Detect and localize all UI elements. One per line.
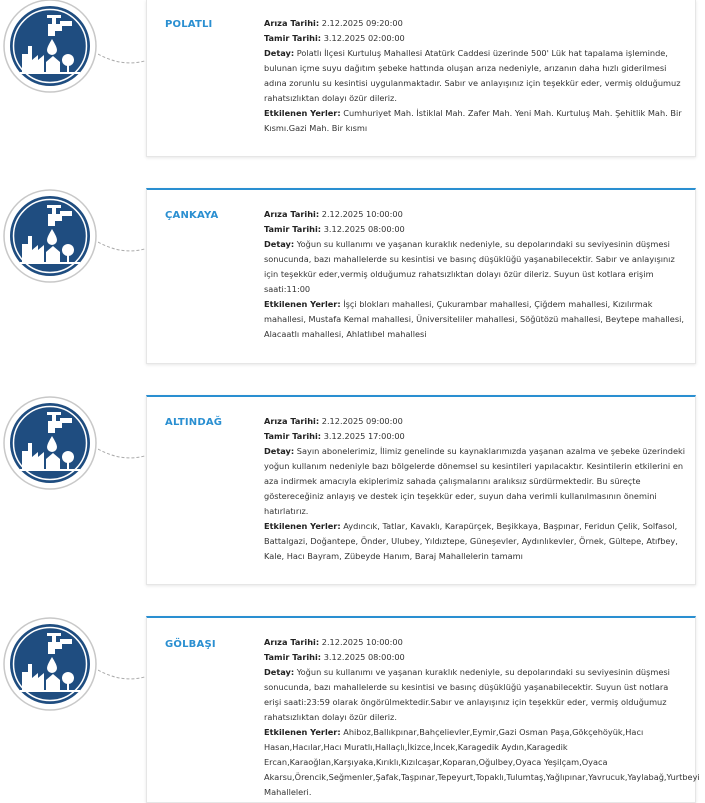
fault-date: 2.12.2025 09:00:00 xyxy=(321,416,403,426)
water-outage-icon xyxy=(2,616,98,712)
repair-date: 3.12.2025 08:00:00 xyxy=(323,224,405,234)
repair-date: 3.12.2025 17:00:00 xyxy=(323,431,405,441)
outage-card xyxy=(146,188,696,364)
outage-detail-text: Sayın abonelerimiz, İlimiz genelinde su kaynaklarımızda yaşanan azalma ve şebeke üzerindeki yoğun kullanım nedeniyle bazı bölgelerde dönemsel su kesintileri yapılacaktır. Kesintilerin etkilerini en aza indirmek amacıyla ekiplerimiz sahada çalışmalarını aralıksız sürdürmektedir. Bu süreçte göstereceğiniz anlayış ve destek için teşekkür eder, suyun daha verimli kullanılmasının önemini hatırlatırız. xyxy=(264,446,686,516)
outage-details: Arıza Tarihi: 2.12.2025 10:00:00 Tamir Tarihi: 3.12.2025 08:00:00 Detay: Yoğun su kullanımı ve yaşanan kuraklık nedeniyle, su depolarındaki su seviyesinin düşmesi sonucunda, bazı mahallelerde su kesintisi ve basınç düşüklüğü yaşanabilecektir. Sabır ve anlayışınız için teşekkür eder,vermiş olduğumuz rahatsızlıktan dolayı özür dileriz. Suyun üst kotlara erişim saati:11:00 Etkilenen Yerler: İşçi blokları mahallesi, Çukurambar mahallesi, Çiğdem mahallesi, Kızılırmak mahallesi, Mustafa Kemal mahallesi, Üniversiteliler mahallesi, Söğütözü mahallesi, Beytepe mahallesi, Alacaatlı mahallesi, Ahlatlıbel mahallesi xyxy=(264,209,684,339)
water-outage-icon xyxy=(2,395,98,491)
outage-details: Arıza Tarihi: 2.12.2025 10:00:00 Tamir Tarihi: 3.12.2025 08:00:00 Detay: Yoğun su kullanımı ve yaşanan kuraklık nedeniyle, su depolarındaki su seviyesinin düşmesi sonucunda, bazı mahallelerde su kesintisi ve basınç düşüklüğü yaşanabilecektir. Suyun üst notlara erişi saati:23:59 olarak öngörülmektedir.Sabır ve anlayışınız için teşekkür eder, vermiş olduğumuz rahatsızlıktan dolayı özür dileriz. Etkilenen Yerler: Ahiboz,Ballıkpınar,Bahçelievler,Eymir,Gazi Osman Paşa,Gökçehöyük,Hacı Hasan,Hacılar,Hacı Muratlı,Hallaçlı,İkizce,İncek,Karagedik Aydın,Karagedik Ercan,Karaoğlan,Karşıyaka,Kırıklı,Kızılcaşar,Koparan,Oğulbey,Oyaca Yeşilçam,Oyaca Akarsu,Örencik,Seğmenler,Şafak,Taşpınar,Tepeyurt,Topaklı,Tulumtaş,Yağlıpınar,Yavrucuk,Yaylabağ,Yurtbeyi Mahalleleri. xyxy=(264,637,700,797)
district-name: GÖLBAŞI xyxy=(165,639,216,650)
affected-areas: Cumhuriyet Mah. İstiklal Mah. Zafer Mah. Yeni Mah. Kurtuluş Mah. Şehitlik Mah. Bir Kısmı.Gazi Mah. Bir kısmı xyxy=(264,108,682,133)
outage-details: Arıza Tarihi: 2.12.2025 09:20:00 Tamir Tarihi: 3.12.2025 02:00:00 Detay: Polatlı İlçesi Kurtuluş Mahallesi Atatürk Caddesi üzerinde 500' Lük hat tapalama işleminde, bulunan içme suyu dağıtım şebeke hattında oluşan arıza nedeniyle, arızanın daha hızlı giderilmesi adına zorunlu su kesintisi uygulanmaktadır. Sabır ve anlayışınız için teşekkür eder, vermiş olduğumuz rahatsızlıktan dolayı özür dileriz. Etkilenen Yerler: Cumhuriyet Mah. İstiklal Mah. Zafer Mah. Yeni Mah. Kurtuluş Mah. Şehitlik Mah. Bir Kısmı.Gazi Mah. Bir kısmı xyxy=(264,18,682,133)
outage-detail-text: Polatlı İlçesi Kurtuluş Mahallesi Atatürk Caddesi üzerinde 500' Lük hat tapalama işleminde, bulunan içme suyu dağıtım şebeke hattında oluşan arıza nedeniyle, arızanın daha hızlı giderilmesi adına zorunlu su kesintisi uygulanmaktadır. Sabır ve anlayışınız için teşekkür eder, vermiş olduğumuz rahatsızlıktan dolayı özür dileriz. xyxy=(264,48,681,103)
outage-card xyxy=(146,616,700,803)
affected-areas: Aydıncık, Tatlar, Kavaklı, Karapürçek, Beşikkaya, Başpınar, Feridun Çelik, Solfasol, Battalgazi, Doğantepe, Önder, Ulubey, Yıldıztepe, Güneşevler, Aydınlıkevler, Örnek, Gültepe, Atıfbey, Kale, Hacı Bayram, Zübeyde Hanım, Baraj Mahallelerin tamamı xyxy=(264,521,678,561)
fault-date: 2.12.2025 10:00:00 xyxy=(321,637,403,647)
affected-areas: Ahiboz,Ballıkpınar,Bahçelievler,Eymir,Gazi Osman Paşa,Gökçehöyük,Hacı Hasan,Hacılar,Hacı Muratlı,Hallaçlı,İkizce,İncek,Karagedik Aydın,Karagedik Ercan,Karaoğlan,Karşıyaka,Kırıklı,Kızılcaşar,Koparan,Oğulbey,Oyaca Yeşilçam,Oyaca Akarsu,Örencik,Seğmenler,Şafak,Taşpınar,Tepeyurt,Topaklı,Tulumtaş,Yağlıpınar,Yavrucuk,Yaylabağ,Yurtbeyi Mahalleleri. xyxy=(264,727,700,797)
outage-card xyxy=(146,0,696,157)
district-name: ÇANKAYA xyxy=(165,210,219,221)
outage-details: Arıza Tarihi: 2.12.2025 09:00:00 Tamir Tarihi: 3.12.2025 17:00:00 Detay: Sayın abonelerimiz, İlimiz genelinde su kaynaklarımızda yaşanan azalma ve şebeke üzerindeki yoğun kullanım nedeniyle bazı bölgelerde dönemsel su kesintileri yapılacaktır. Kesintilerin etkilerini en aza indirmek amacıyla ekiplerimiz sahada çalışmalarını aralıksız sürdürmektedir. Bu süreçte göstereceğiniz anlayış ve destek için teşekkür eder, suyun daha verimli kullanılmasının önemini hatırlatırız. Etkilenen Yerler: Aydıncık, Tatlar, Kavaklı, Karapürçek, Beşikkaya, Başpınar, Feridun Çelik, Solfasol, Battalgazi, Doğantepe, Önder, Ulubey, Yıldıztepe, Güneşevler, Aydınlıkevler, Örnek, Gültepe, Atıfbey, Kale, Hacı Bayram, Zübeyde Hanım, Baraj Mahallelerin tamamı xyxy=(264,416,686,561)
district-name: ALTINDAĞ xyxy=(165,417,223,428)
outage-detail-text: Yoğun su kullanımı ve yaşanan kuraklık nedeniyle, su depolarındaki su seviyesinin düşmesi sonucunda, bazı mahallelerde su kesintisi ve basınç düşüklüğü yaşanabilecektir. Sabır ve anlayışınız için teşekkür eder,vermiş olduğumuz rahatsızlıktan dolayı özür dileriz. Suyun üst kotlara erişim saati:11:00 xyxy=(264,239,675,294)
repair-date: 3.12.2025 02:00:00 xyxy=(323,33,405,43)
fault-date: 2.12.2025 10:00:00 xyxy=(321,209,403,219)
water-outage-icon xyxy=(2,188,98,284)
timeline-connector xyxy=(98,238,148,258)
timeline-connector xyxy=(98,445,148,465)
affected-areas: İşçi blokları mahallesi, Çukurambar mahallesi, Çiğdem mahallesi, Kızılırmak mahallesi, Mustafa Kemal mahallesi, Üniversiteliler mahallesi, Söğütözü mahallesi, Beytepe mahallesi, Alacaatlı mahallesi, Ahlatlıbel mahallesi xyxy=(264,299,684,339)
outage-detail-text: Yoğun su kullanımı ve yaşanan kuraklık nedeniyle, su depolarındaki su seviyesinin düşmesi sonucunda, bazı mahallelerde su kesintisi ve basınç düşüklüğü yaşanabilecektir. Suyun üst notlara erişi saati:23:59 olarak öngörülmektedir.Sabır ve anlayışınız için teşekkür eder, vermiş olduğumuz rahatsızlıktan dolayı özür dileriz. xyxy=(264,667,670,722)
outage-card xyxy=(146,395,696,585)
fault-date: 2.12.2025 09:20:00 xyxy=(321,18,403,28)
water-outage-icon xyxy=(2,0,98,94)
district-name: POLATLI xyxy=(165,19,213,30)
repair-date: 3.12.2025 08:00:00 xyxy=(323,652,405,662)
timeline-connector xyxy=(98,50,148,70)
timeline-connector xyxy=(98,666,148,686)
